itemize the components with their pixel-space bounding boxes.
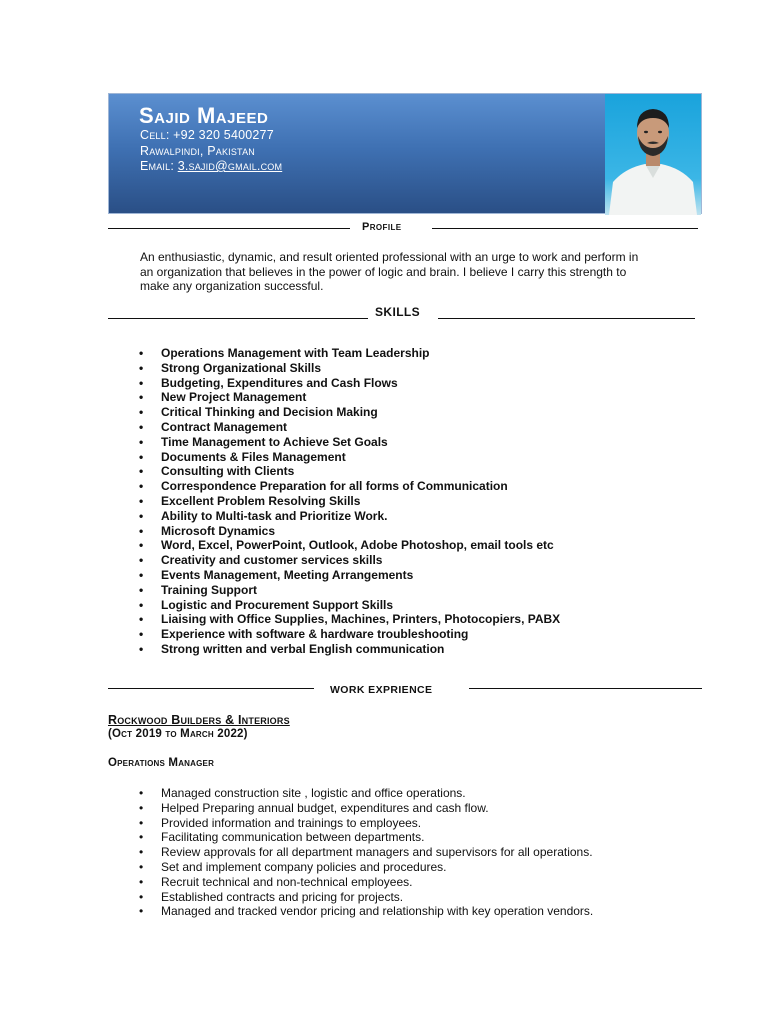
skill-item: • Word, Excel, PowerPoint, Outlook, Adobe Photoshop, email tools etc (139, 538, 560, 553)
skill-item: • Consulting with Clients (139, 464, 560, 479)
profile-summary: An enthusiastic, dynamic, and result oriented professional with an urge to work and perform in an organization that believes in the power of logic and brain. I believe I carry this strength to make any organization successful. (140, 250, 639, 293)
skill-item: • Ability to Multi-task and Prioritize Work. (139, 509, 560, 524)
skill-item: • Excellent Problem Resolving Skills (139, 494, 560, 509)
skill-item: • Events Management, Meeting Arrangements (139, 568, 560, 583)
skill-item: • Strong written and verbal English communication (139, 642, 560, 657)
skill-item: • Logistic and Procurement Support Skills (139, 598, 560, 613)
skill-item: • Time Management to Achieve Set Goals (139, 435, 560, 450)
duty-item: • Recruit technical and non-technical employees. (139, 875, 593, 890)
duty-item: • Managed construction site , logistic and office operations. (139, 786, 593, 801)
duty-item: • Helped Preparing annual budget, expenditures and cash flow. (139, 801, 593, 816)
duties-list (139, 786, 593, 919)
skills-heading: SKILLS (375, 305, 421, 319)
location: Rawalpindi, Pakistan (140, 144, 255, 158)
job-title: Operations Manager (108, 757, 215, 769)
profile-heading: Profile (362, 221, 402, 233)
skill-item: • Contract Management (139, 420, 560, 435)
email-line (140, 159, 282, 173)
work-rule-right (469, 688, 702, 689)
work-rule-left (108, 688, 314, 689)
duty-item: • Provided information and trainings to employees. (139, 816, 593, 831)
header-banner (108, 93, 702, 214)
email-label: Email: (140, 159, 178, 173)
skill-item: • Training Support (139, 583, 560, 598)
profile-photo-image (605, 94, 701, 215)
profile-rule-right (432, 228, 698, 229)
profile-photo (605, 94, 701, 215)
skill-item: • Documents & Files Management (139, 450, 560, 465)
company-name: Rockwood Builders & Interiors (108, 713, 290, 727)
skill-item: • Strong Organizational Skills (139, 361, 560, 376)
duty-item: • Facilitating communication between departments. (139, 830, 593, 845)
profile-rule-left (108, 228, 350, 229)
skill-item: • Liaising with Office Supplies, Machines, Printers, Photocopiers, PABX (139, 612, 560, 627)
skill-item: • Budgeting, Expenditures and Cash Flows (139, 376, 560, 391)
employment-period: (Oct 2019 to March 2022) (108, 728, 248, 740)
email-link[interactable]: 3.sajid@gmail.com (177, 159, 283, 173)
duty-item: • Managed and tracked vendor pricing and relationship with key operation vendors. (139, 904, 593, 919)
skill-item: • Correspondence Preparation for all forms of Communication (139, 479, 560, 494)
skill-item: • Experience with software & hardware troubleshooting (139, 627, 560, 642)
duty-item: • Established contracts and pricing for projects. (139, 890, 593, 905)
duty-item: • Set and implement company policies and procedures. (139, 860, 593, 875)
duty-item: • Review approvals for all department managers and supervisors for all operations. (139, 845, 593, 860)
skill-item: • Creativity and customer services skills (139, 553, 560, 568)
work-heading: WORK EXPRIENCE (330, 684, 433, 696)
skill-item: • Critical Thinking and Decision Making (139, 405, 560, 420)
skills-rule-left (108, 318, 368, 319)
skills-list (139, 346, 560, 657)
cell-number: Cell: +92 320 5400277 (140, 128, 274, 142)
skill-item: • Operations Management with Team Leadership (139, 346, 560, 361)
candidate-name: Sajid Majeed (139, 103, 269, 128)
skills-rule-right (438, 318, 695, 319)
skill-item: • Microsoft Dynamics (139, 524, 560, 539)
skill-item: • New Project Management (139, 390, 560, 405)
